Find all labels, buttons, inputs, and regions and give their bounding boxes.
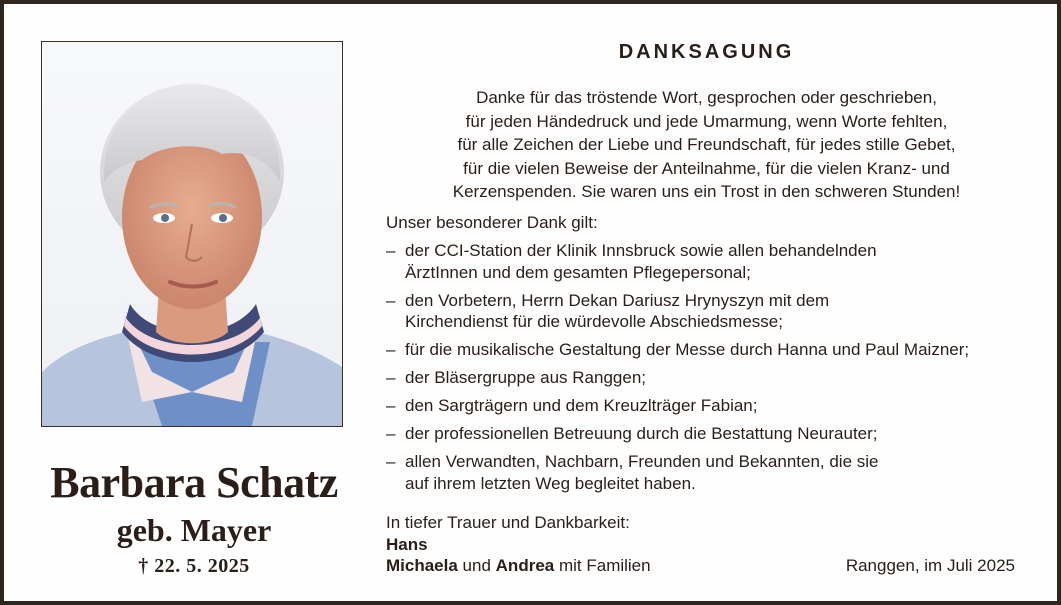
list-item-line: Kirchendienst für die würdevolle Abschiedsmesse; <box>405 312 783 331</box>
list-item-line: der CCI-Station der Klinik Innsbruck sowie allen behandelnden <box>405 241 877 260</box>
list-item-line: für die musikalische Gestaltung der Messe durch Hanna und Paul Maizner; <box>405 340 970 359</box>
list-item <box>386 290 1036 333</box>
page-title: DANKSAGUNG <box>618 41 795 63</box>
thanks-heading: Unser besonderer Dank gilt: <box>386 213 598 232</box>
mourner-suffix: mit Familien <box>558 556 651 575</box>
birth-name: geb. Mayer <box>116 512 272 548</box>
list-item-line: den Vorbetern, Herrn Dekan Dariusz Hrynyszyn mit dem <box>405 290 830 310</box>
thanks-list <box>386 240 1036 501</box>
intro-line: für alle Zeichen der Liebe und Freundschaft, für jedes stille Gebet, <box>457 135 956 154</box>
list-item-line: auf ihrem letzten Weg begleitet haben. <box>405 473 696 493</box>
conjunction: und <box>462 556 491 575</box>
portrait-illustration <box>42 42 342 426</box>
portrait-photo <box>41 41 343 427</box>
death-date: † 22. 5. 2025 <box>138 555 250 577</box>
list-dash: – <box>386 368 396 387</box>
intro-line: für die vielen Beweise der Anteilnahme, für die vielen Kranz- und <box>463 158 950 178</box>
closing-block <box>386 512 651 577</box>
place-date: Ranggen, im Juli 2025 <box>845 556 1015 575</box>
list-item-line: allen Verwandten, Nachbarn, Freunden und Bekannten, die sie <box>405 452 879 471</box>
closing-intro: In tiefer Trauer und Dankbarkeit: <box>386 513 630 532</box>
intro-line: Danke für das tröstende Wort, gesprochen oder geschrieben, <box>476 88 937 107</box>
list-item <box>386 240 1036 283</box>
list-item <box>386 423 1036 445</box>
list-item-line: der Bläsergruppe aus Ranggen; <box>405 368 646 387</box>
list-dash: – <box>386 290 396 310</box>
list-item-line: der professionellen Betreuung durch die Bestattung Neurauter; <box>405 424 878 443</box>
list-dash: – <box>386 241 396 260</box>
intro-line: Kerzenspenden. Sie waren uns ein Trost in den schweren Stunden! <box>452 182 961 201</box>
list-item <box>386 395 1036 417</box>
intro-line: für jeden Händedruck und jede Umarmung, wenn Worte fehlten, <box>465 111 948 131</box>
list-item <box>386 339 1036 361</box>
list-dash: – <box>386 424 396 443</box>
list-dash: – <box>386 396 396 415</box>
list-dash: – <box>386 340 396 359</box>
list-dash: – <box>386 452 396 471</box>
mourner-line <box>386 555 651 577</box>
list-item <box>386 367 1036 389</box>
intro-paragraph <box>384 86 1029 204</box>
list-item-line: den Sargträgern und dem Kreuzlträger Fabian; <box>405 396 758 415</box>
list-item <box>386 451 1036 494</box>
mourner-name: Michaela <box>386 556 458 575</box>
mourner-name: Hans <box>386 534 428 554</box>
list-item-line: ÄrztInnen und dem gesamten Pflegepersonal; <box>405 262 751 282</box>
mourner-name: Andrea <box>495 556 555 575</box>
deceased-name: Barbara Schatz <box>50 458 338 507</box>
